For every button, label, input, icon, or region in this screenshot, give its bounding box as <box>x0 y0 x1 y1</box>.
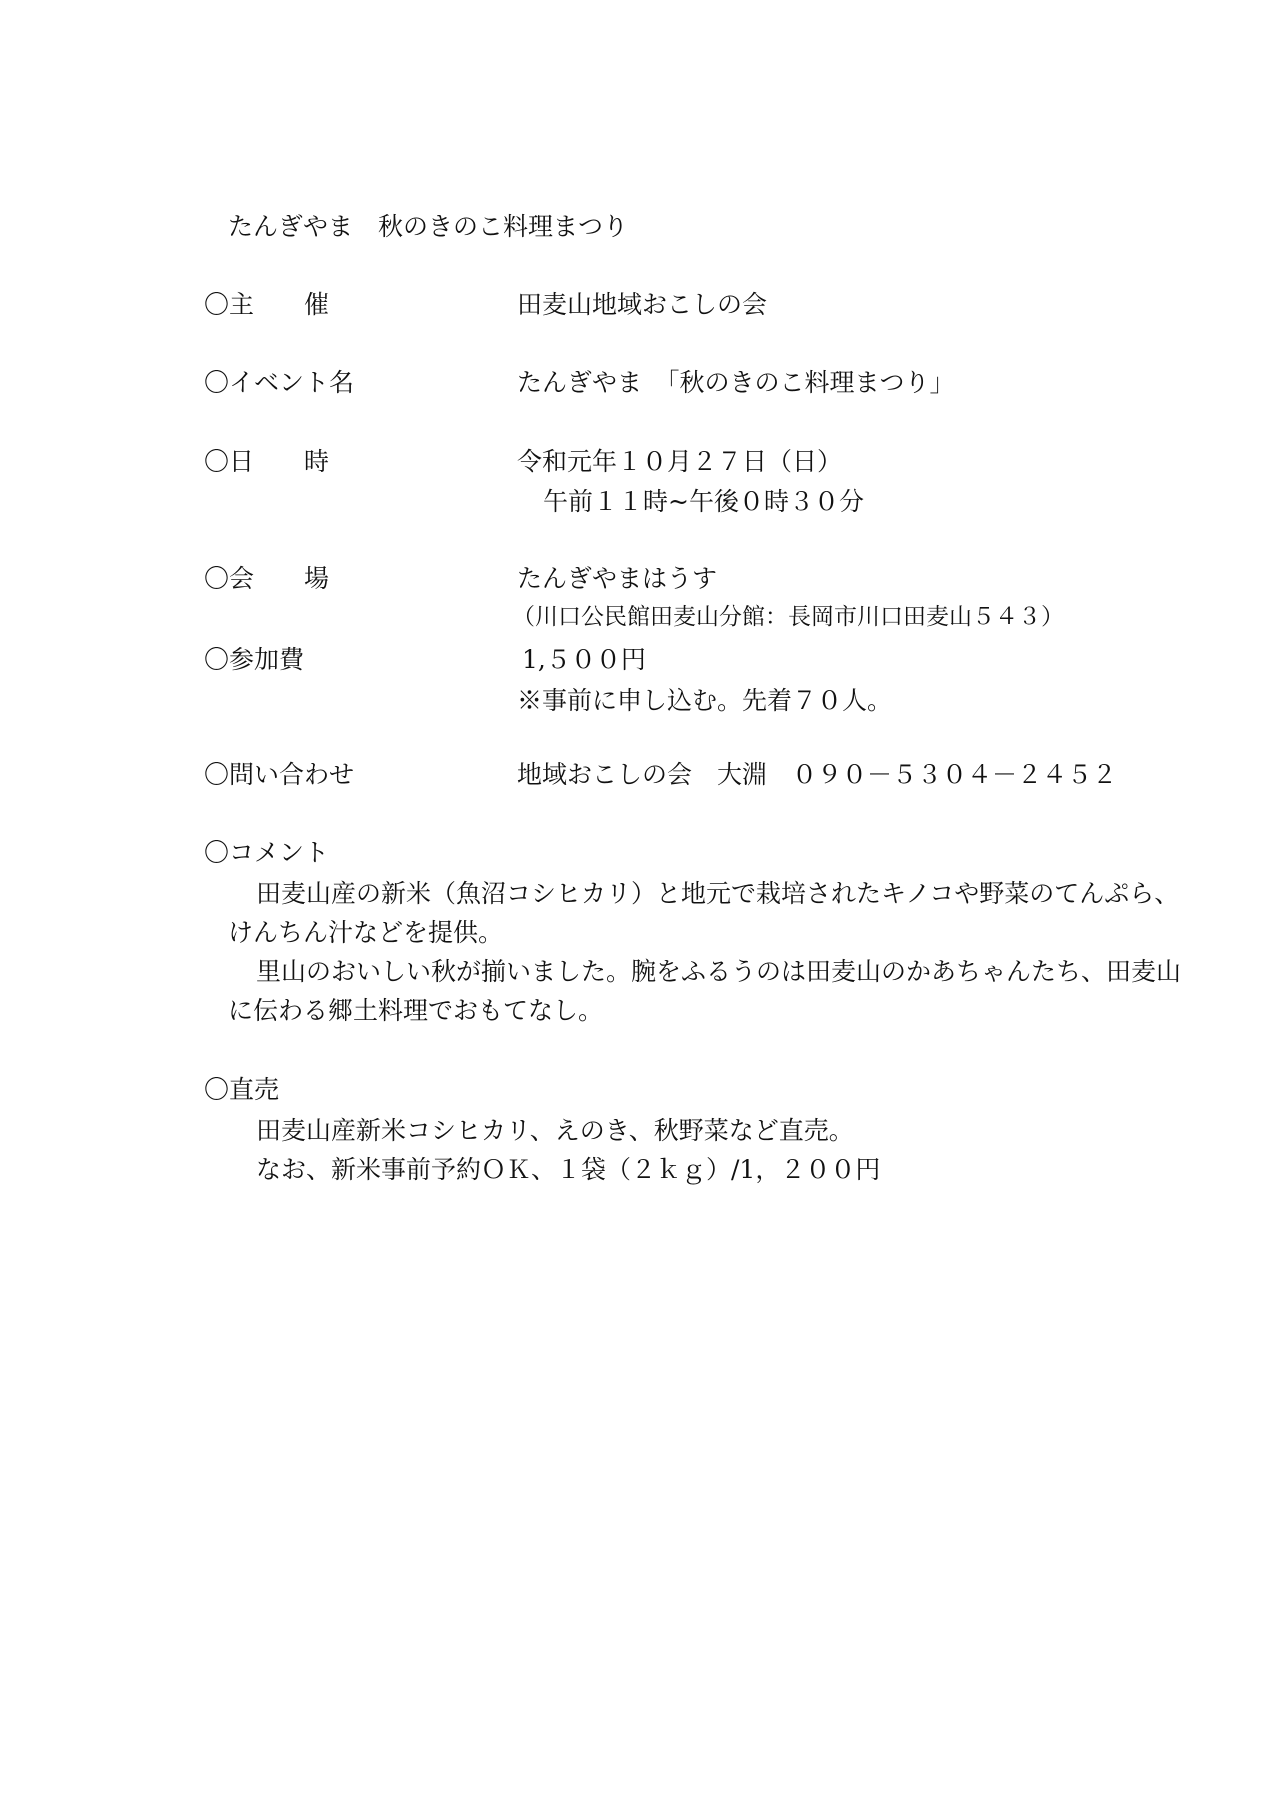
datetime-label: 〇日 時 <box>204 447 330 476</box>
venue-address: （川口公民館田麦山分館：長岡市川口田麦山５４３） <box>512 604 1064 630</box>
inquiry-value: 地域おこしの会 大淵 ０９０－５３０４－２４５２ <box>517 760 1118 789</box>
event-name-label: 〇イベント名 <box>204 368 355 397</box>
direct-sale-line: 田麦山産新米コシヒカリ、えのき、秋野菜など直売。 <box>256 1116 854 1145</box>
direct-sale-label: 〇直売 <box>204 1075 280 1104</box>
inquiry-label: 〇問い合わせ <box>204 760 355 789</box>
comment-label: 〇コメント <box>204 838 330 867</box>
venue-name: たんぎやまはうす <box>517 564 718 593</box>
comment-line: 里山のおいしい秋が揃いました。腕をふるうのは田麦山のかあちゃんたち、田麦山 <box>256 957 1182 986</box>
organizer-label: 〇主 催 <box>204 290 330 319</box>
comment-line: に伝わる郷土料理でおもてなし。 <box>228 996 604 1025</box>
fee-note: ※事前に申し込む。先着７０人。 <box>517 686 893 715</box>
datetime-date: 令和元年１０月２７日（日） <box>517 447 843 476</box>
direct-sale-line: なお、新米事前予約ＯＫ、１袋（２ｋｇ）/1，２００円 <box>256 1155 881 1184</box>
fee-amount: 1,５００円 <box>522 645 646 674</box>
document-title: たんぎやま 秋のきのこ料理まつり <box>228 212 629 241</box>
comment-line: けんちん汁などを提供。 <box>228 918 504 947</box>
organizer-value: 田麦山地域おこしの会 <box>517 290 768 319</box>
comment-line: 田麦山産の新米（魚沼コシヒカリ）と地元で栽培されたキノコや野菜のてんぷら、 <box>256 879 1180 908</box>
datetime-time: 午前１１時~午後０時３０分 <box>543 487 864 516</box>
fee-label: 〇参加費 <box>204 645 305 674</box>
venue-label: 〇会 場 <box>204 564 330 593</box>
event-name-value: たんぎやま 「秋のきのこ料理まつり」 <box>517 368 955 397</box>
